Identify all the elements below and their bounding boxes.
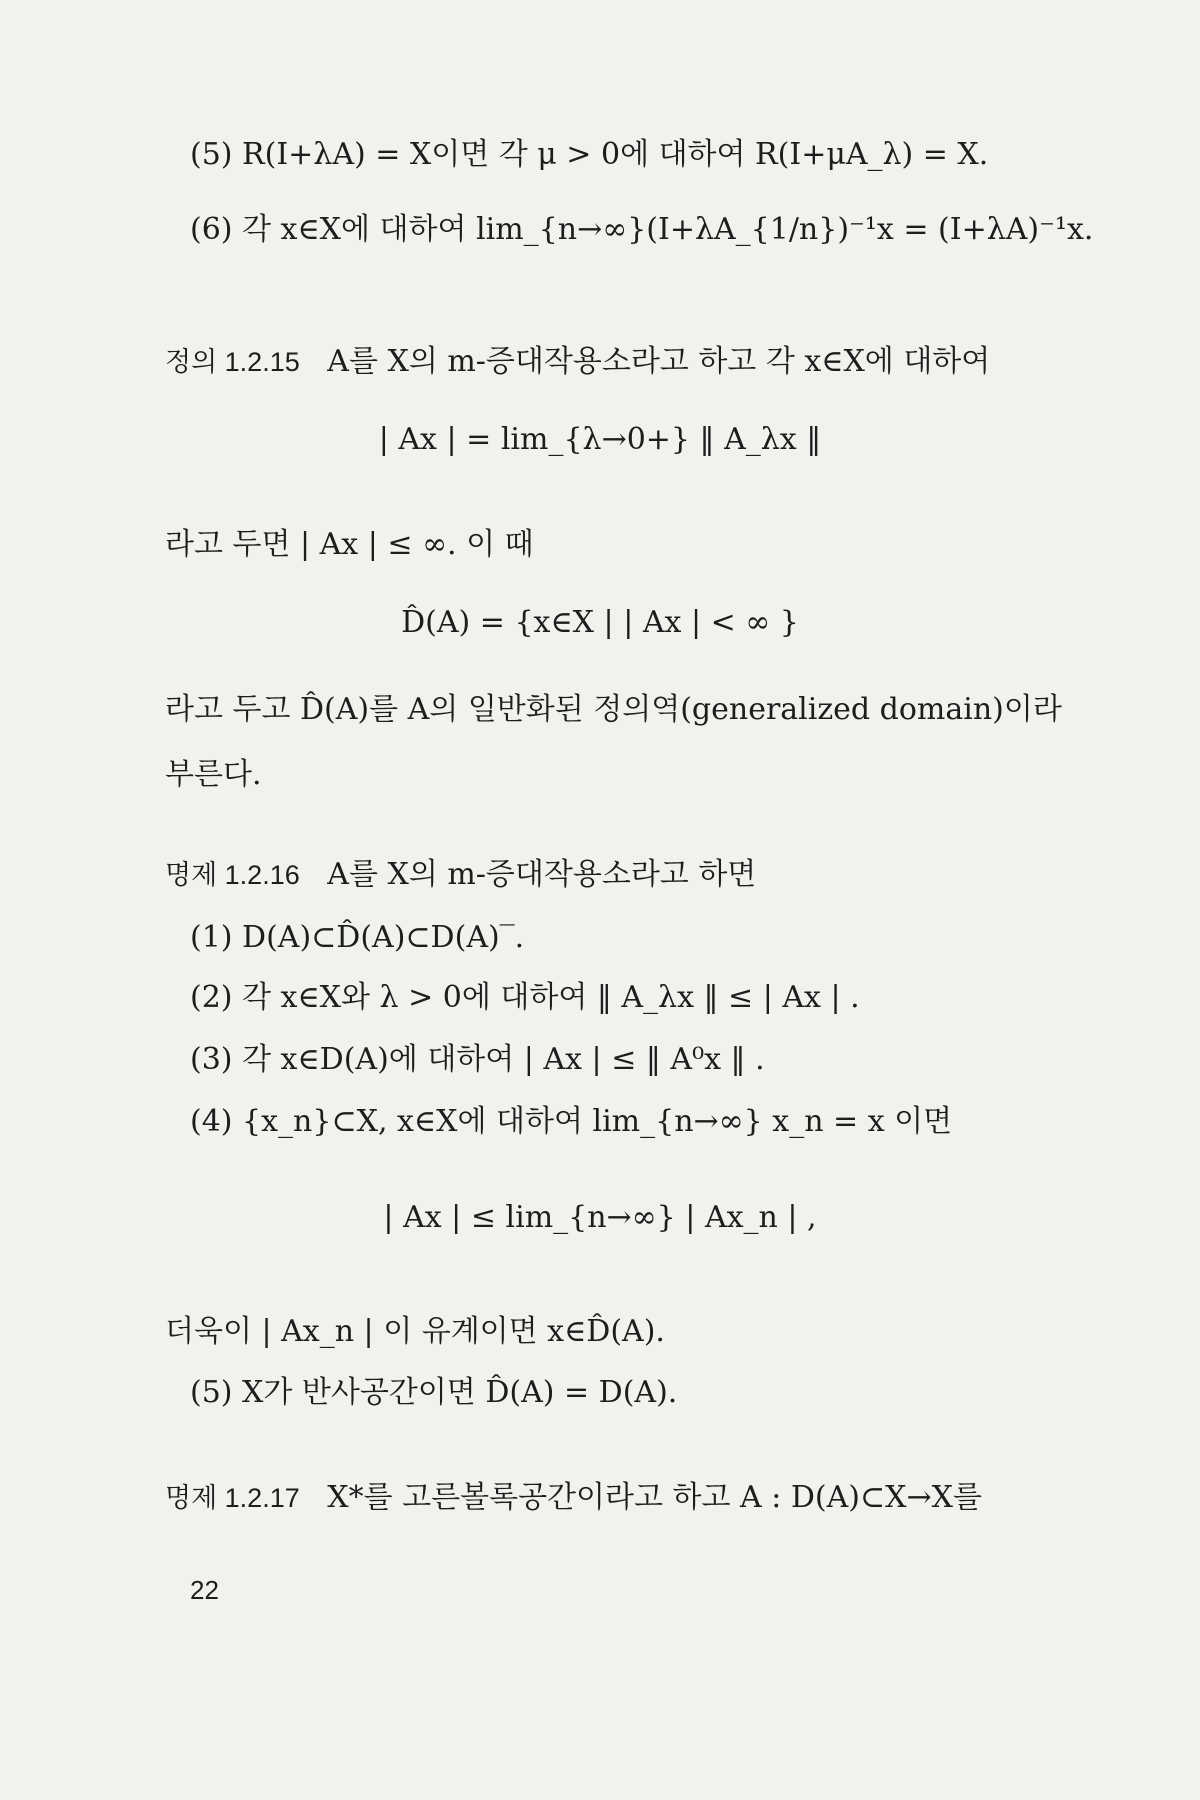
proposition-item-4-formula: | Ax | ≤ lim_{n→∞} | Ax_n | , (383, 1200, 817, 1235)
proposition-17-text: X*를 고른볼록공간이라고 하고 A : D(A)⊂X→X를 (327, 1480, 982, 1515)
proposition-item-5: (5) X가 반사공간이면 D̂(A) = D(A). (190, 1375, 678, 1410)
item-6: (6) 각 x∈X에 대하여 lim_{n→∞}(I+λA_{1/n})⁻¹x = (I+λA)⁻¹x. (190, 212, 1094, 247)
generalized-domain-formula: D̂(A) = {x∈X | | Ax | < ∞ } (401, 605, 799, 640)
definition-formula: | Ax | = lim_{λ→0+} ‖ A_λx ‖ (378, 422, 822, 457)
item-5: (5) R(I+λA) = X이면 각 μ > 0에 대하여 R(I+μA_λ) = X. (190, 137, 989, 172)
proposition-item-4-continuation: 더욱이 | Ax_n | 이 유계이면 x∈D̂(A). (165, 1314, 665, 1349)
definition-continuation-2: 라고 두고 D̂(A)를 A의 일반화된 정의역(generalized domain)이라 (165, 692, 1062, 727)
definition-continuation: 라고 두면 | Ax | ≤ ∞. 이 때 (165, 527, 534, 562)
proposition-item-3: (3) 각 x∈D(A)에 대하여 | Ax | ≤ ‖ A⁰x ‖ . (190, 1042, 765, 1077)
definition-text: A를 X의 m-증대작용소라고 하고 각 x∈X에 대하여 (327, 344, 991, 379)
proposition-17-heading: 명제 1.2.17 (165, 1483, 300, 1513)
definition-1-2-15 (165, 342, 990, 382)
proposition-item-1: (1) D(A)⊂D̂(A)⊂D(A)‾. (190, 920, 525, 955)
page-number: 22 (190, 1575, 219, 1605)
definition-continuation-3: 부른다. (165, 757, 262, 792)
proposition-item-4: (4) {x_n}⊂X, x∈X에 대하여 lim_{n→∞} x_n = x 이면 (190, 1104, 953, 1139)
proposition-item-2: (2) 각 x∈X와 λ > 0에 대하여 ‖ A_λx ‖ ≤ | Ax | . (190, 980, 860, 1015)
definition-heading: 정의 1.2.15 (165, 347, 300, 377)
proposition-1-2-16 (165, 855, 756, 895)
proposition-1-2-17 (165, 1478, 982, 1518)
proposition-text: A를 X의 m-증대작용소라고 하면 (327, 857, 757, 892)
proposition-heading: 명제 1.2.16 (165, 860, 300, 890)
